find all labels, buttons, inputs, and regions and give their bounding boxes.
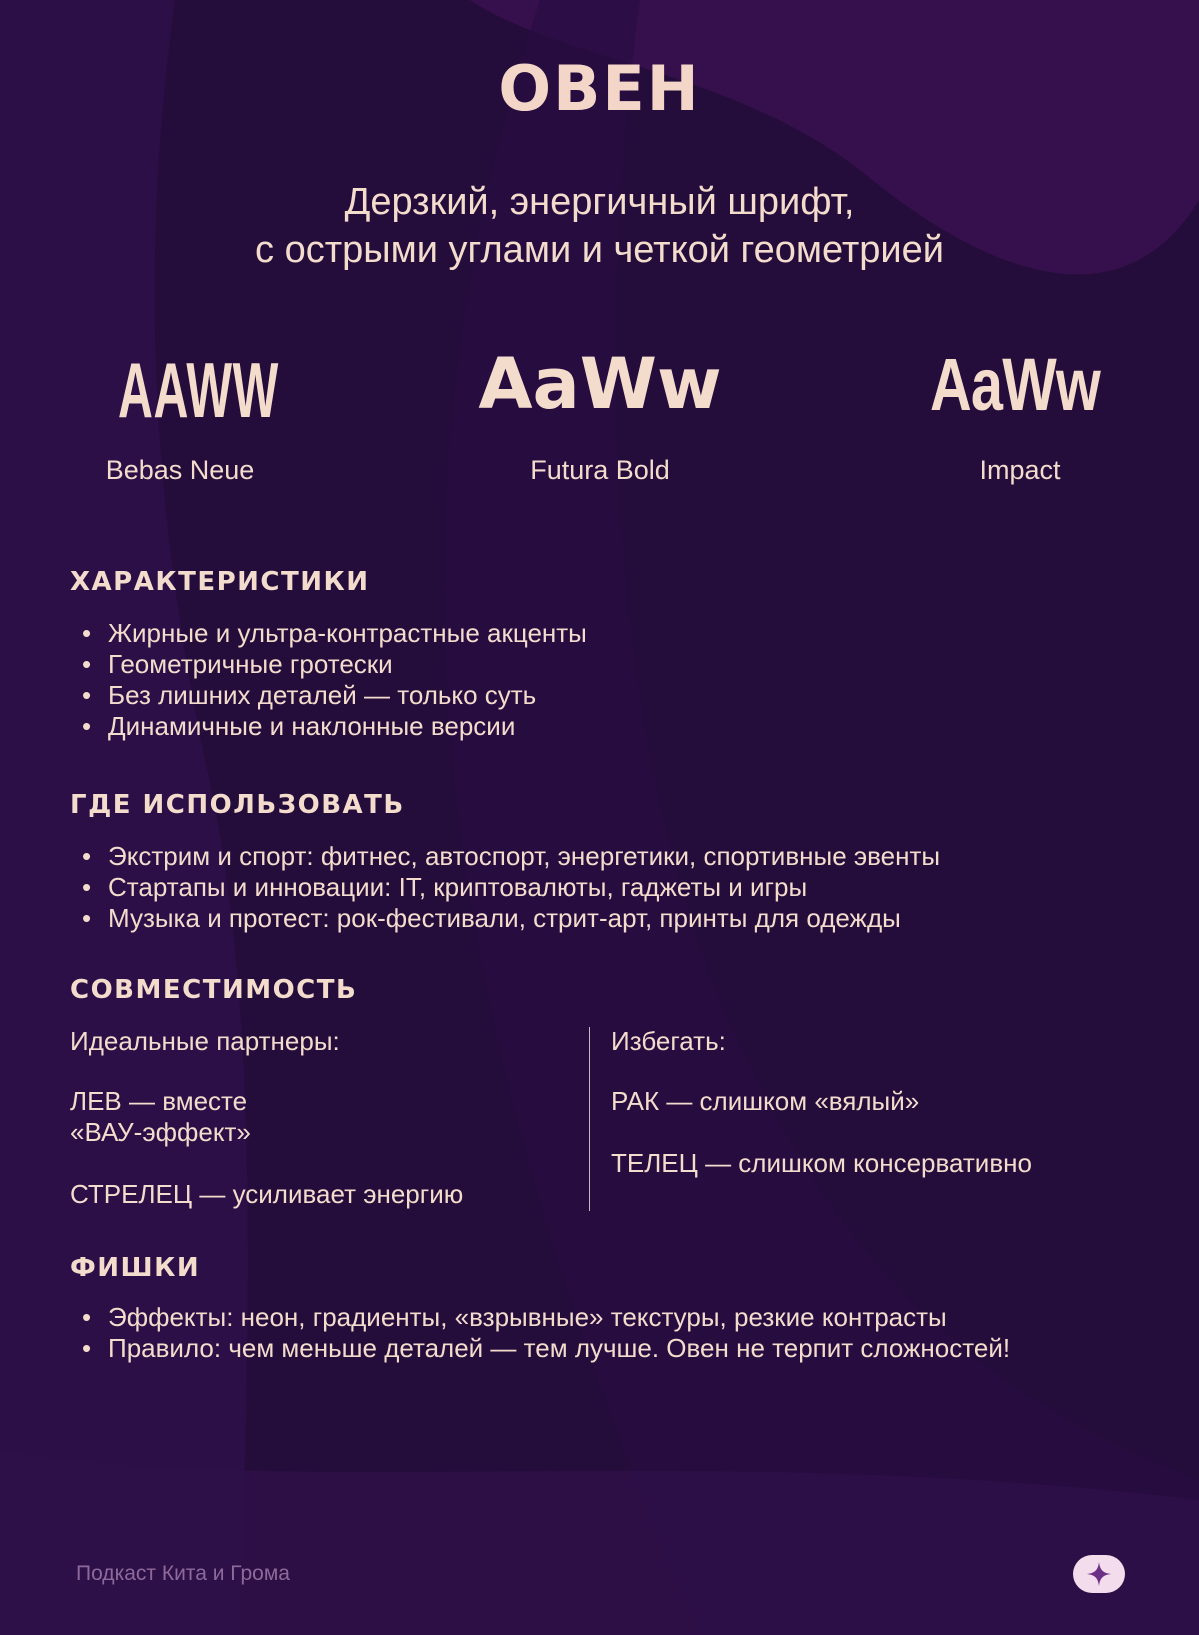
compat-avoid <box>611 1026 1171 1216</box>
avoid-label: Избегать: <box>611 1026 726 1056</box>
list-item: • Стартапы и инновации: IT, криптовалюты, гаджеты и игры <box>82 872 808 902</box>
font-name-futura: Futura Bold <box>530 455 670 485</box>
section-heading-usage: ГДЕ ИСПОЛЬЗОВАТЬ <box>70 790 405 820</box>
partner-item: СТРЕЛЕЦ — усиливает энергию <box>70 1179 464 1209</box>
sparkle-icon <box>1086 1561 1112 1587</box>
list-item: • Геометричные гротески <box>82 649 393 679</box>
subtitle <box>0 178 1199 274</box>
partners-label: Идеальные партнеры: <box>70 1026 340 1056</box>
font-name-impact: Impact <box>979 455 1061 485</box>
font-sample-futura: AaWw <box>478 343 722 425</box>
sparkle-badge[interactable] <box>1073 1555 1125 1593</box>
compat-divider <box>589 1027 590 1211</box>
list-item: • Эффекты: неон, градиенты, «взрывные» текстуры, резкие контрасты <box>82 1302 947 1332</box>
font-sample-bebas: AAWW <box>118 346 279 434</box>
partner-item: ЛЕВ — вместе <box>70 1086 248 1116</box>
partner-item: «ВАУ-эффект» <box>70 1117 251 1147</box>
avoid-item: ТЕЛЕЦ — слишком консервативно <box>611 1148 1032 1178</box>
subtitle-line: с острыми углами и четкой геометрией <box>255 229 944 271</box>
characteristics-list <box>82 618 587 742</box>
list-item: • Музыка и протест: рок-фестивали, стрит-арт, принты для одежды <box>82 903 901 933</box>
list-item: • Динамичные и наклонные версии <box>82 711 516 741</box>
page-title: ОВЕН <box>498 52 701 125</box>
section-heading-compatibility: СОВМЕСТИМОСТЬ <box>70 975 358 1005</box>
list-item: • Без лишних деталей — только суть <box>82 680 537 710</box>
avoid-item: РАК — слишком «вялый» <box>611 1086 920 1116</box>
subtitle-line: Дерзкий, энергичный шрифт, <box>344 181 855 223</box>
list-item: • Правило: чем меньше деталей — тем лучше. Овен не терпит сложностей! <box>82 1333 1011 1363</box>
features-list <box>82 1302 1010 1364</box>
section-heading-characteristics: ХАРАКТЕРИСТИКИ <box>70 567 370 597</box>
list-item: • Экстрим и спорт: фитнес, автоспорт, энергетики, спортивные эвенты <box>82 841 941 871</box>
font-name-bebas: Bebas Neue <box>105 455 255 485</box>
font-sample-impact: AaWw <box>929 343 1101 426</box>
usage-list <box>82 841 940 934</box>
footer-text: Подкаст Кита и Грома <box>76 1562 290 1585</box>
compat-partners <box>70 1026 580 1216</box>
section-heading-features: ФИШКИ <box>70 1253 201 1283</box>
list-item: • Жирные и ультра-контрастные акценты <box>82 618 587 648</box>
